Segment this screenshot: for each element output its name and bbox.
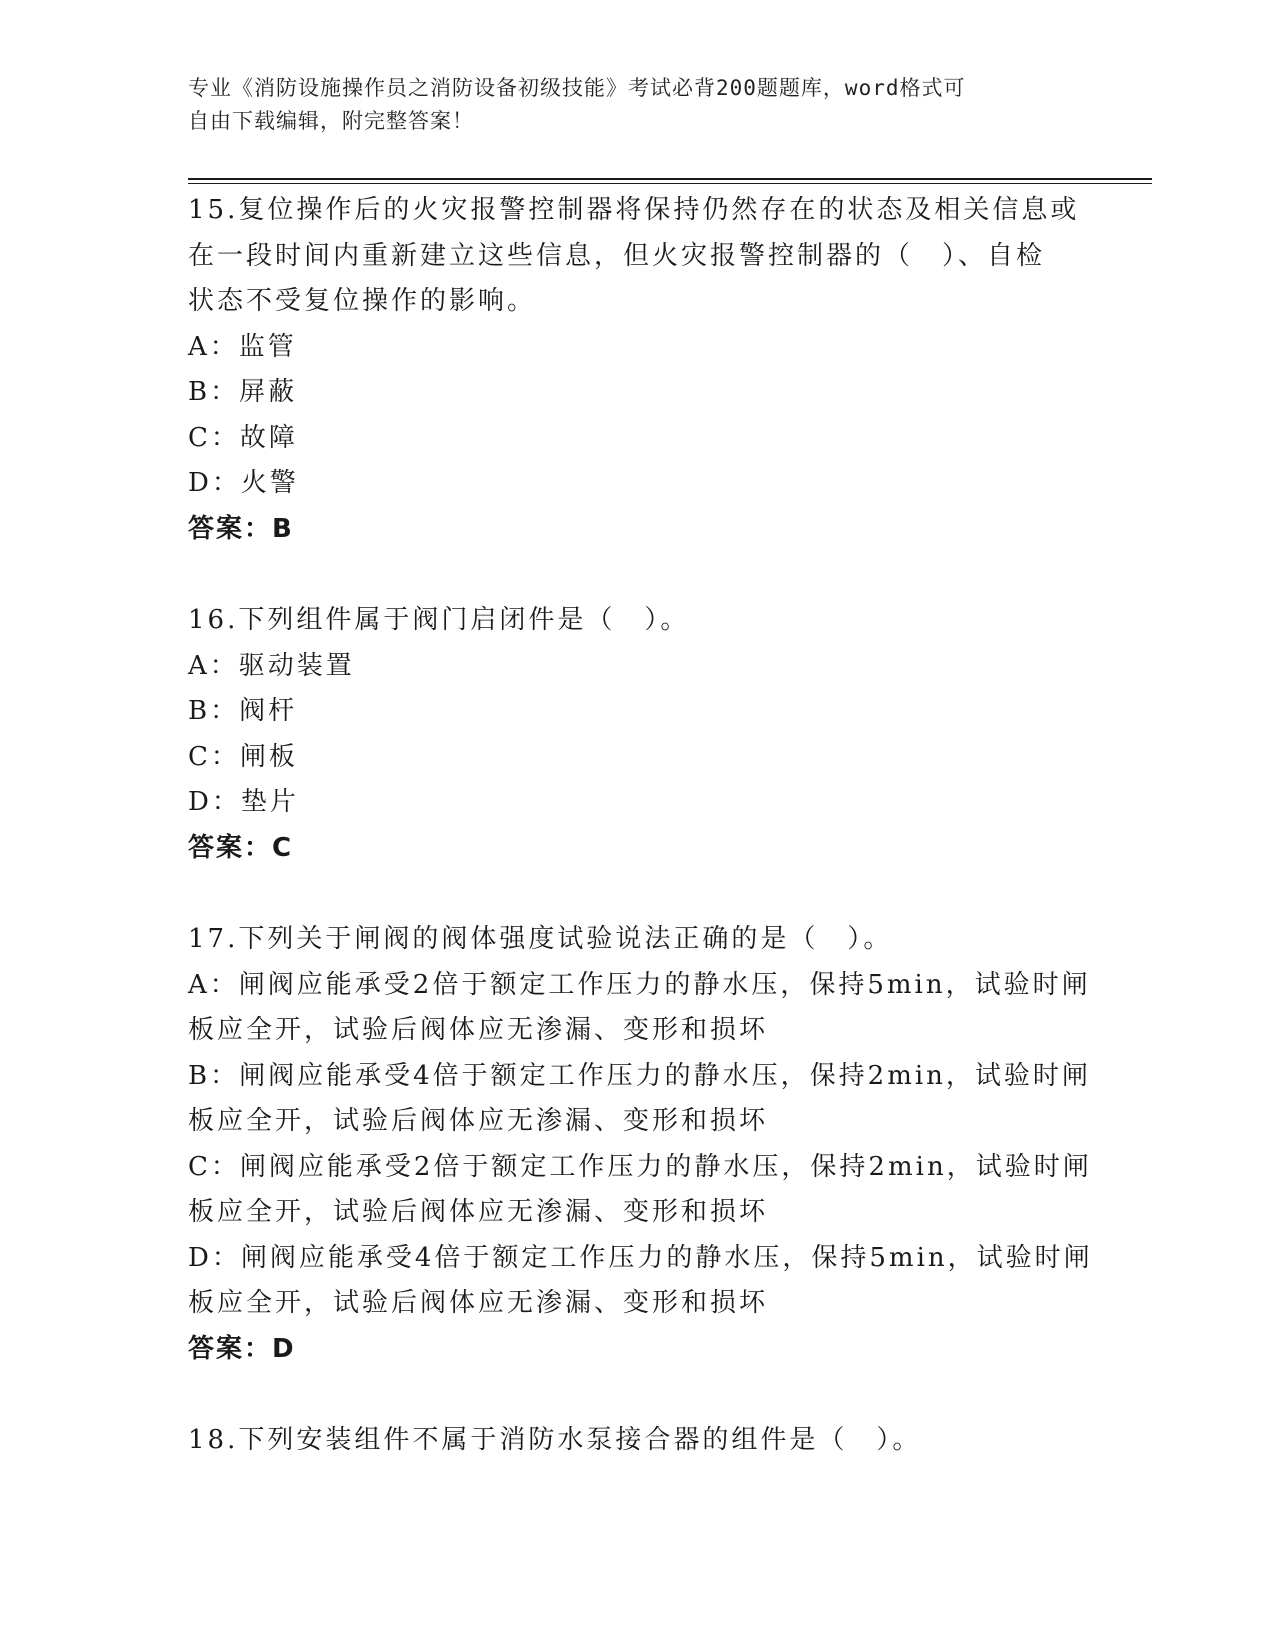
answer-key: 答案：B	[188, 513, 294, 544]
question-block	[188, 917, 1108, 1372]
header-divider-thin	[188, 183, 1152, 184]
answer-option-line: D：垫片	[188, 787, 299, 817]
document-header	[188, 72, 1068, 138]
answer-option-line: 板应全开，试验后阀体应无渗漏、变形和损坏	[188, 1288, 769, 1318]
question-block	[188, 1418, 1108, 1464]
question-stem-line: 16.下列组件属于阀门启闭件是（ ）。	[188, 605, 690, 635]
answer-option-line: C：故障	[188, 422, 298, 453]
question-stem-line: 17.下列关于闸阀的阀体强度试验说法正确的是（ ）。	[188, 924, 893, 954]
answer-option-line: B：阀杆	[188, 696, 298, 726]
question-block	[188, 598, 1108, 871]
answer-option-line: B：屏蔽	[188, 377, 298, 407]
question-stem-line: 在一段时间内重新建立这些信息，但火灾报警控制器的（ ）、自检	[188, 240, 1046, 271]
answer-option-line: 板应全开，试验后阀体应无渗漏、变形和损坏	[188, 1197, 769, 1227]
answer-option-line: A：监管	[188, 331, 297, 362]
question-spacer	[188, 1372, 1108, 1418]
answer-option-line: A：闸阀应能承受2倍于额定工作压力的静水压，保持5min，试验时闸	[188, 969, 1091, 1000]
answer-option-line: D：闸阀应能承受4倍于额定工作压力的静水压，保持5min，试验时闸	[188, 1242, 1093, 1273]
question-block	[188, 188, 1108, 552]
question-spacer	[188, 552, 1108, 598]
answer-key: 答案：C	[188, 832, 294, 863]
question-list	[188, 188, 1108, 1464]
answer-key: 答案：D	[188, 1333, 296, 1364]
question-stem-line: 状态不受复位操作的影响。	[188, 286, 537, 316]
header-line: 自由下载编辑，附完整答案！	[188, 109, 474, 133]
header-line: 专业《消防设施操作员之消防设备初级技能》考试必背200题题库，word格式可	[188, 76, 966, 100]
question-stem-line: 18.下列安装组件不属于消防水泵接合器的组件是（ ）。	[188, 1425, 922, 1455]
question-spacer	[188, 871, 1108, 917]
question-stem-line: 15.复位操作后的火灾报警控制器将保持仍然存在的状态及相关信息或	[188, 195, 1080, 225]
answer-option-line: A：驱动装置	[188, 650, 355, 681]
header-divider-thick	[188, 178, 1152, 180]
answer-option-line: C：闸阀应能承受2倍于额定工作压力的静水压，保持2min，试验时闸	[188, 1151, 1092, 1182]
answer-option-line: D：火警	[188, 468, 299, 498]
answer-option-line: C：闸板	[188, 741, 298, 772]
answer-option-line: B：闸阀应能承受4倍于额定工作压力的静水压，保持2min，试验时闸	[188, 1060, 1091, 1091]
answer-option-line: 板应全开，试验后阀体应无渗漏、变形和损坏	[188, 1106, 769, 1136]
answer-option-line: 板应全开，试验后阀体应无渗漏、变形和损坏	[188, 1015, 769, 1045]
